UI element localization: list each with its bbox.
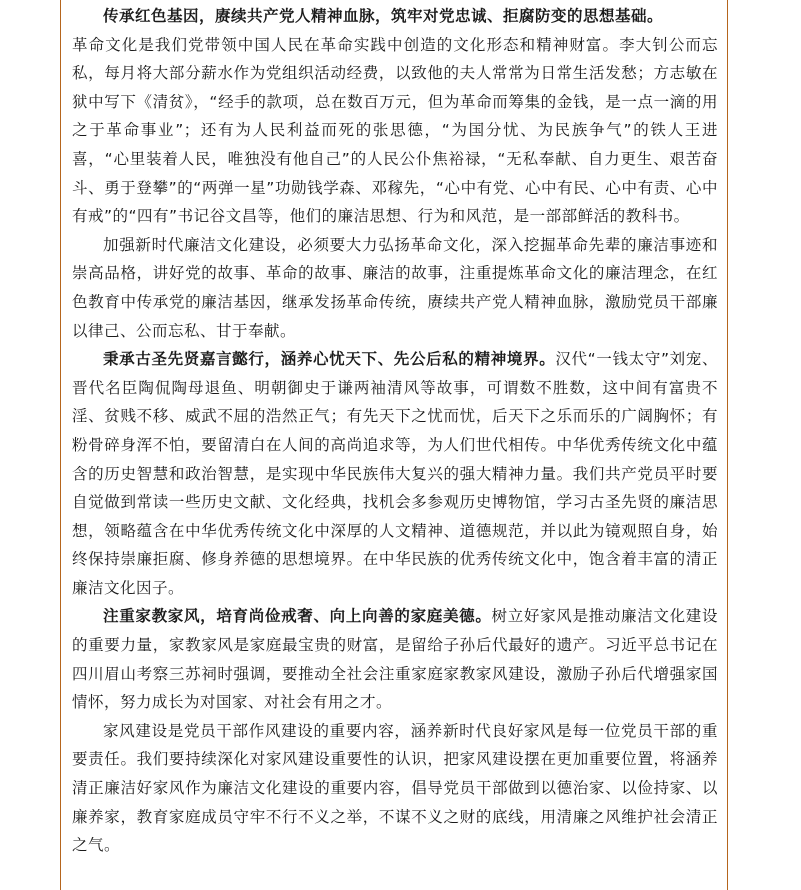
paragraph-4-lead: 注重家教家风，培育尚俭戒奢、向上向善的家庭美德。 [103,607,492,626]
paragraph-4 [72,602,718,716]
paragraph-5: 家风建设是党员干部作风建设的重要内容，涵养新时代良好家风是每一位党员干部的重要责任。我们要持续深化对家风建设重要性的认识，把家风建设摆在更加重要位置，将涵养清正廉洁好家风作为廉洁文化建设的重要内容，倡导党员干部做到以德治家、以俭持家、以廉养家，教育家庭成员守牢不行不义之举，不谋不义之财的底线，用清廉之风维护社会清正之气。 [72,721,718,855]
paragraph-1 [72,2,718,231]
paragraph-2: 加强新时代廉洁文化建设，必须要大力弘扬革命文化，深入挖掘革命先辈的廉洁事迹和崇高品格，讲好党的故事、革命的故事、廉洁的故事，注重提炼革命文化的廉洁理念，在红色教育中传承党的廉洁基因，继承发扬革命传统，赓续共产党人精神血脉，激励党员干部廉以律己、公而忘私、甘于奉献。 [72,235,718,340]
article-body [72,2,718,860]
paragraph-3-body: 汉代“一钱太守”刘宠、晋代名臣陶侃陶母退鱼、明朝御史于谦两袖清风等故事，可谓数不胜数，这中间有富贵不淫、贫贱不移、威武不屈的浩然正气；有先天下之忧而忧，后天下之乐而乐的广阔胸怀；有粉骨碎身浑不怕，要留清白在人间的高尚追求等，为人们世代相传。中华优秀传统文化中蕴含的历史智慧和政治智慧，是实现中华民族伟大复兴的强大精神力量。我们共产党员平时要自觉做到常读一些历史文献、文化经典，找机会多参观历史博物馆，学习古圣先贤的廉洁思想，领略蕴含在中华优秀传统文化中深厚的人文精神、道德规范，并以此为镜观照自身，始终保持崇廉拒腐、修身养德的思想境界。在中华民族的优秀传统文化中，饱含着丰富的清正廉洁文化因子。 [72,350,718,597]
paragraph-1-body: 革命文化是我们党带领中国人民在革命实践中创造的文化形态和精神财富。李大钊公而忘私，每月将大部分薪水作为党组织活动经费，以致他的夫人常常为日常生活发愁；方志敏在狱中写下《清贫》，“经手的款项，总在数百万元，但为革命而筹集的金钱，是一点一滴的用之于革命事业”；还有为人民利益而死的张思德，“为国分忧、为民族争气”的铁人王进喜，“心里装着人民，唯独没有他自己”的人民公仆焦裕禄，“无私奉献、自力更生、艰苦奋斗、勇于登攀”的“两弹一星”功勋钱学森、邓稼先，“心中有党、心中有民、心中有责、心中有戒”的“四有”书记谷文昌等，他们的廉洁思想、行为和风范，是一部部鲜活的教科书。 [72,35,718,226]
paragraph-4-body: 树立好家风是推动廉洁文化建设的重要力量，家教家风是家庭最宝贵的财富，是留给子孙后代最好的遗产。习近平总书记在四川眉山考察三苏祠时强调，要推动全社会注重家庭家教家风建设，激励子孙后代增强家国情怀，努力成长为对国家、对社会有用之才。 [72,607,718,712]
paragraph-1-lead: 传承红色基因，赓续共产党人精神血脉，筑牢对党忠诚、拒腐防变的思想基础。 [103,7,664,25]
paragraph-3-lead: 秉承古圣先贤嘉言懿行，涵养心忧天下、先公后私的精神境界。 [103,350,556,369]
paragraph-3 [72,345,718,602]
